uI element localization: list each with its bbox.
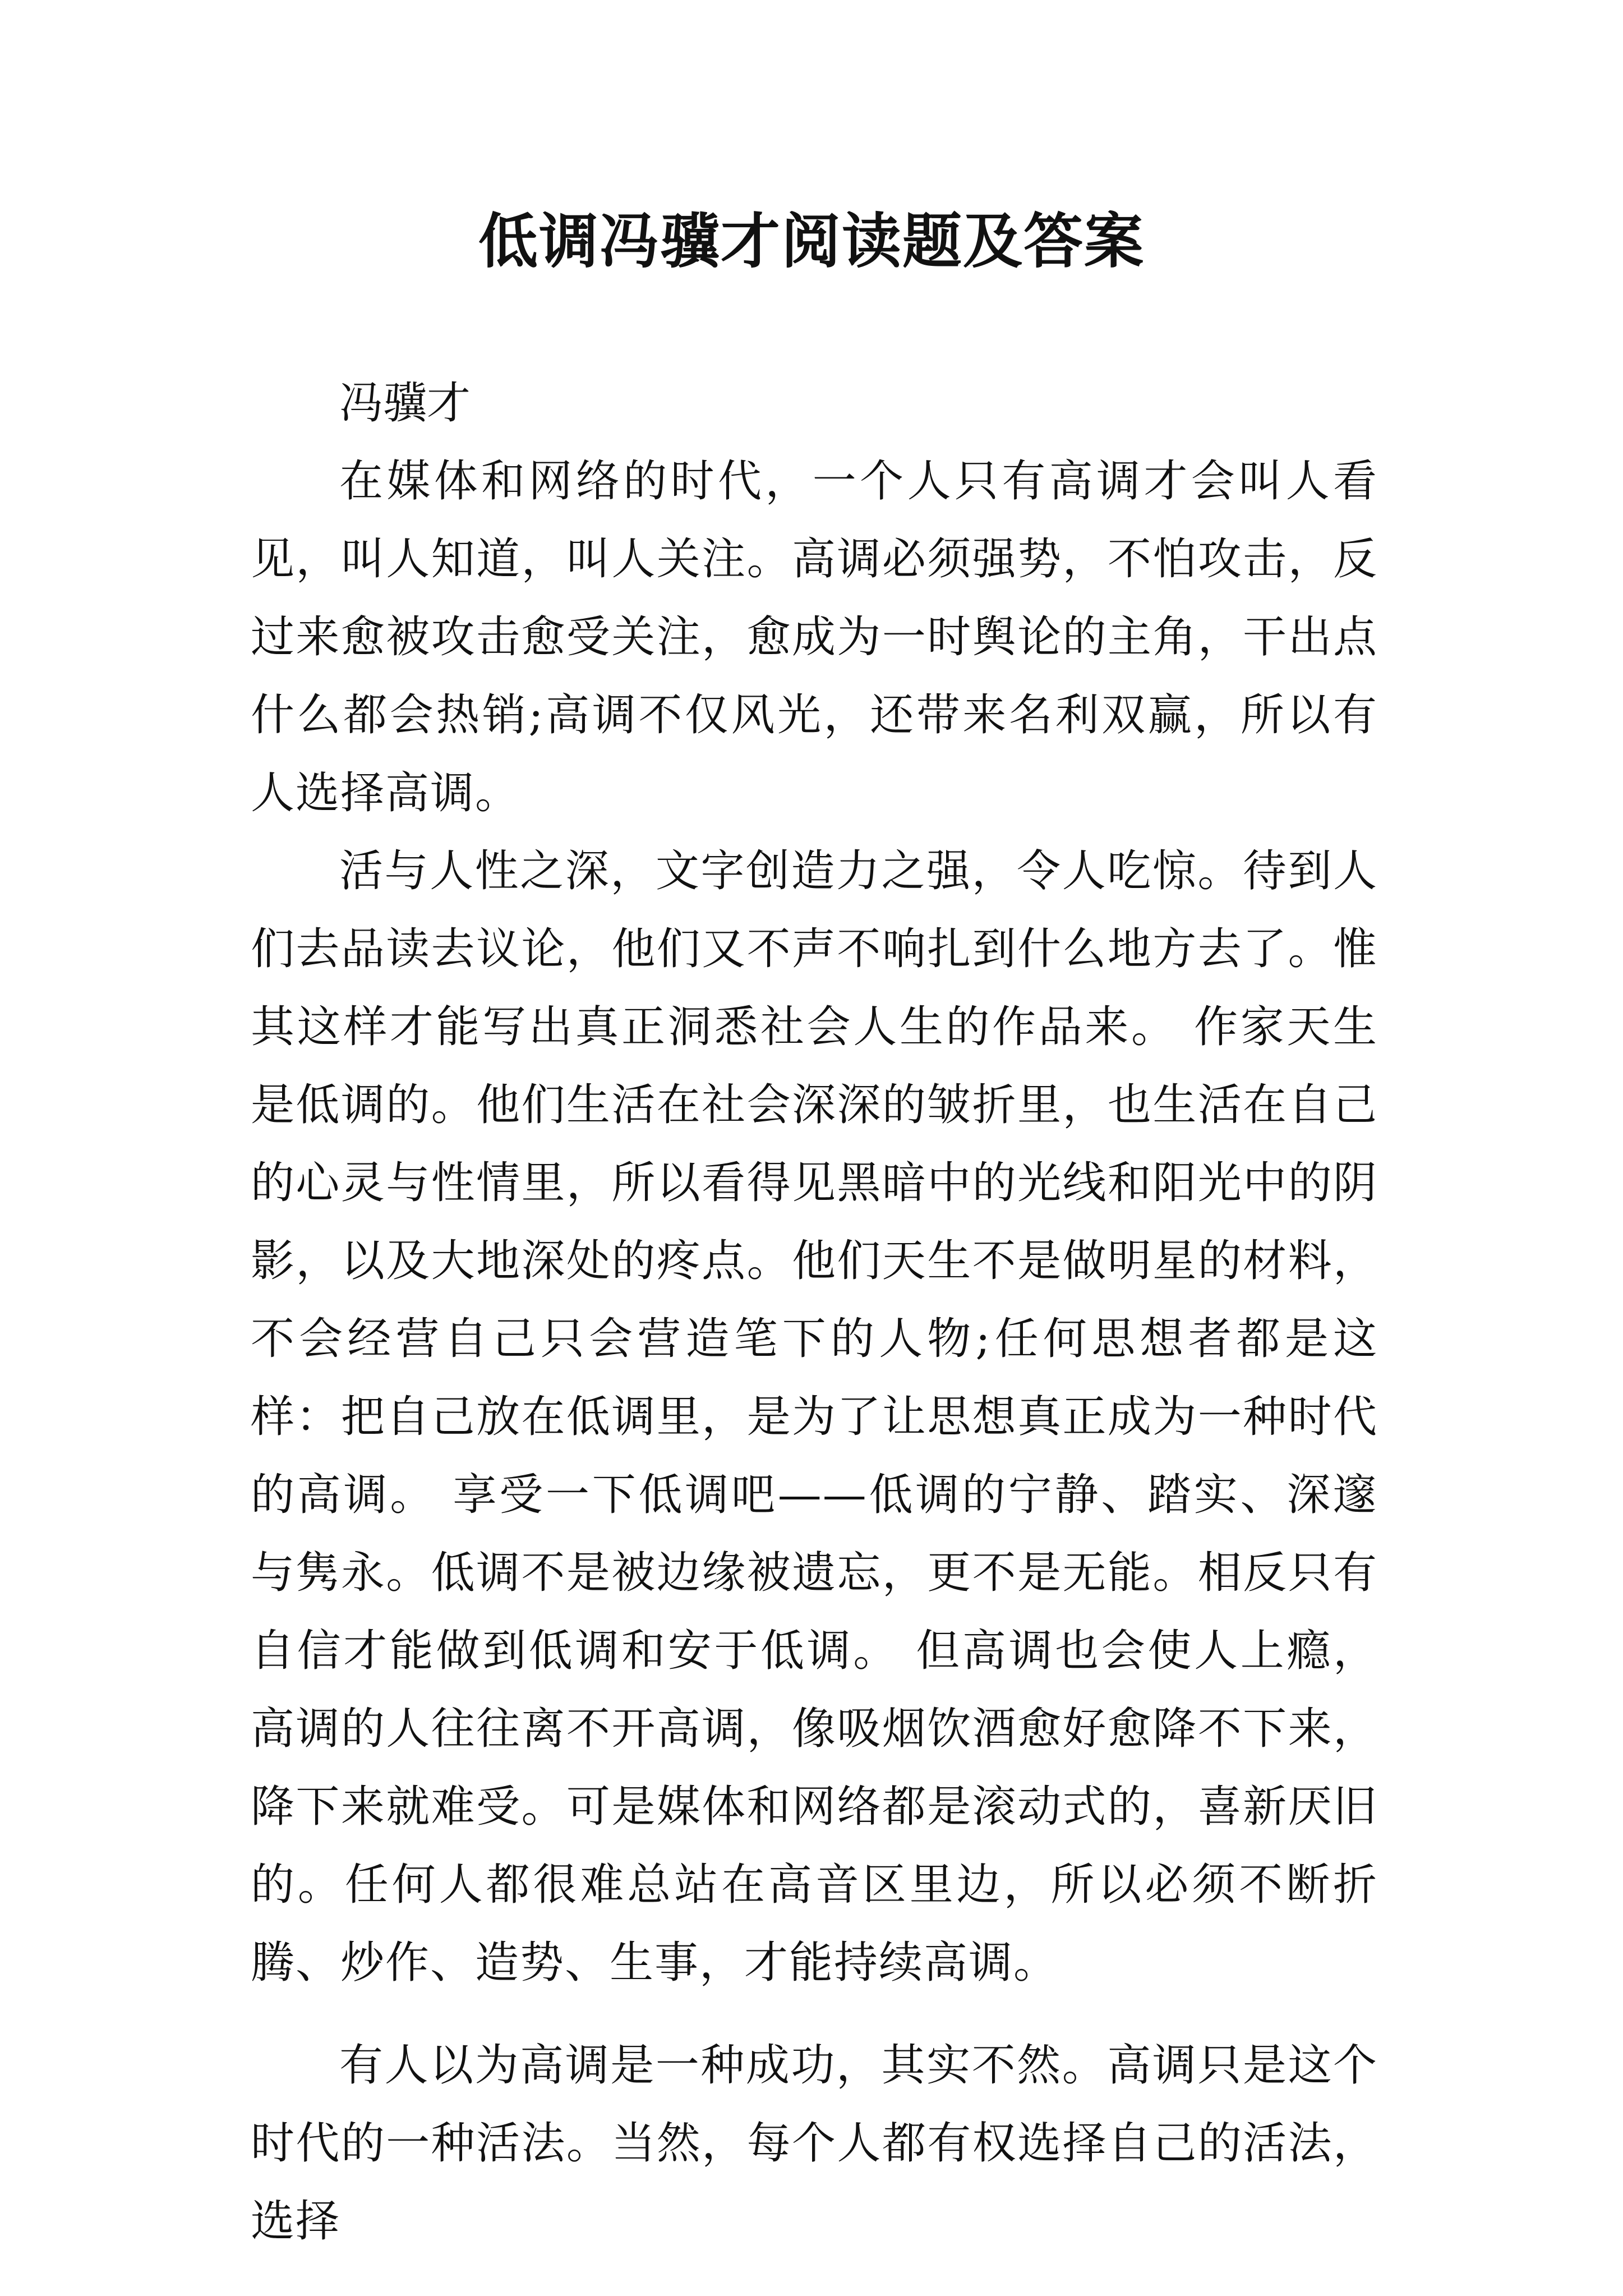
paragraph-3: 有人以为高调是一种成功，其实不然。高调只是这个时代的一种活法。当然，每个人都有权选择自己的活法，选择 — [251, 2040, 1378, 2247]
document-body — [251, 365, 1378, 2261]
document-title: 低调冯骥才阅读题及答案 — [478, 206, 1145, 276]
paragraph-2: 活与人性之深，文字创造力之强，令人吃惊。待到人们去品读去议论，他们又不声不响扎到什么地方去了。惟其这样才能写出真正洞悉社会人生的作品来。 作家天生是低调的。他们生活在社会深深的皱折里，也生活在自己的心灵与性情里，所以看得见黑暗中的光线和阳光中的阴影，以及大地深处的疼点。他们天生不是做明星的材料，不会经营自己只会营造笔下的人物;任何思想者都是这样：把自己放在低调里，是为了让思想真正成为一种时代的高调。 享受一下低调吧——低调的宁静、踏实、深邃与隽永。低调不是被边缘被遗忘，更不是无能。相反只有自信才能做到低调和安于低调。 但高调也会使人上瘾，高调的人往往离不开高调，像吸烟饮酒愈好愈降不下来，降下来就难受。可是媒体和网络都是滚动式的，喜新厌旧的。任何人都很难总站在高音区里边，所以必须不断折腾、炒作、造势、生事，才能持续高调。 — [251, 846, 1378, 1988]
paragraph-1: 在媒体和网络的时代，一个人只有高调才会叫人看见，叫人知道，叫人关注。高调必须强势，不怕攻击，反过来愈被攻击愈受关注，愈成为一时舆论的主角，干出点什么都会热销;高调不仅风光，还带来名利双赢，所以有人选择高调。 — [251, 456, 1378, 818]
author-line: 冯骥才 — [339, 378, 471, 429]
